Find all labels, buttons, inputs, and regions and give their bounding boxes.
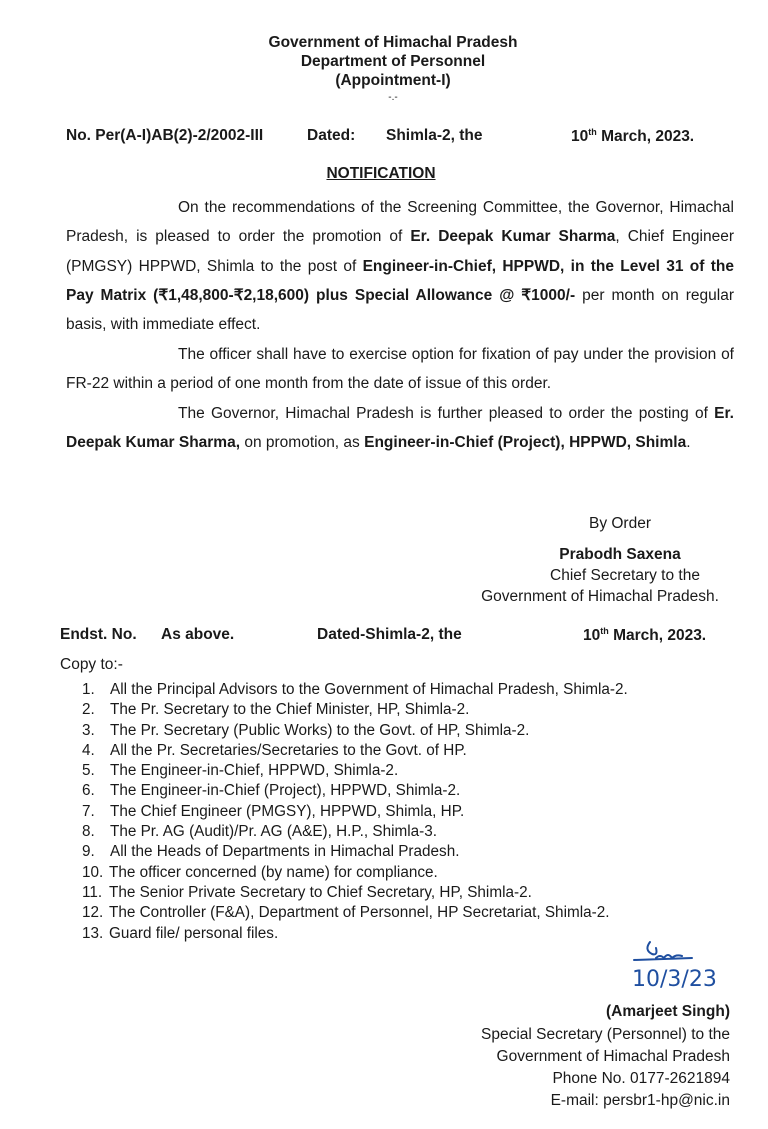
reference-day-suffix: th <box>588 127 597 137</box>
paragraph-bold-run: Er. Deepak Kumar Sharma, <box>66 405 734 452</box>
list-item <box>82 903 628 923</box>
paragraph-bold-run: Er. Deepak Kumar Sharma <box>410 228 616 246</box>
order-signatory-name: Prabodh Saxena <box>559 546 681 563</box>
copy-list <box>82 680 628 944</box>
paragraph-text-run: , Chief Engineer (PMGSY) HPPWD, Shimla to the post of <box>66 228 735 275</box>
endorsement-day: 10 <box>583 627 601 645</box>
endorsement-dated: Dated-Shimla-2, the <box>317 626 462 643</box>
list-item-number: 7. <box>82 802 95 820</box>
endorsement-email[interactable]: E-mail: persbr1-hp@nic.in <box>550 1092 730 1109</box>
paragraph-posting <box>66 399 734 458</box>
list-item <box>82 700 628 720</box>
list-item <box>82 721 628 741</box>
signature-scribble-icon <box>620 938 730 994</box>
list-item-text: The Senior Private Secretary to Chief Secretary, HP, Shimla-2. <box>109 883 532 901</box>
header-section: (Appointment-I) <box>335 72 451 89</box>
list-item <box>82 741 628 761</box>
list-item <box>82 883 628 903</box>
list-item-text: The Pr. Secretary to the Chief Minister, HP, Shimla-2. <box>110 701 470 719</box>
list-item <box>82 680 628 700</box>
paragraph-text-run: per month on regular basis, with immediate effect. <box>66 286 734 334</box>
list-item-number: 11. <box>82 883 103 901</box>
endorsement-day-suffix: th <box>600 626 609 636</box>
list-item <box>82 924 628 944</box>
reference-month-year: March, 2023. <box>601 128 695 146</box>
order-signatory-designation: Chief Secretary to the <box>550 567 700 584</box>
endorsement-phone: Phone No. 0177-2621894 <box>552 1070 730 1087</box>
endorsement-date <box>583 626 706 645</box>
reference-day: 10 <box>571 128 589 146</box>
endorsement-signatory-designation: Special Secretary (Personnel) to the <box>481 1026 730 1043</box>
endorsement-label: Endst. No. <box>60 626 137 643</box>
list-item-text: Guard file/ personal files. <box>109 924 279 942</box>
list-item-text: The Pr. Secretary (Public Works) to the Govt. of HP, Shimla-2. <box>110 721 530 739</box>
endorsement-signatory-government: Government of Himachal Pradesh <box>496 1048 730 1065</box>
endorsement-value: As above. <box>161 626 235 643</box>
list-item-number: 9. <box>82 843 95 861</box>
list-item <box>82 863 628 883</box>
list-item <box>82 842 628 862</box>
signature-date: 10/3/23 <box>632 967 717 992</box>
paragraph-bold-run: Engineer-in-Chief (Project), HPPWD, Shimla <box>364 434 687 452</box>
header-department: Department of Personnel <box>300 53 486 70</box>
list-item-text: All the Principal Advisors to the Government of Himachal Pradesh, Shimla-2. <box>110 681 628 698</box>
list-item-number: 10. <box>82 863 104 881</box>
list-item-text: The Engineer-in-Chief, HPPWD, Shimla-2. <box>110 762 399 780</box>
list-item-number: 3. <box>82 721 95 739</box>
list-item-number: 4. <box>82 741 95 759</box>
list-item-text: All the Pr. Secretaries/Secretaries to the Govt. of HP. <box>110 741 467 759</box>
paragraph-text-run: on promotion, as <box>240 434 365 452</box>
list-item <box>82 761 628 781</box>
list-item-text: The officer concerned (by name) for compliance. <box>109 863 438 881</box>
reference-dated-label: Dated: <box>307 127 356 144</box>
endorsement-month-year: March, 2023. <box>613 627 707 645</box>
reference-place: Shimla-2, the <box>386 127 483 144</box>
by-order-label: By Order <box>588 515 651 532</box>
list-item-number: 8. <box>82 823 95 841</box>
list-item-number: 2. <box>82 701 95 719</box>
paragraph-promotion <box>66 193 734 339</box>
paragraph-pay-fixation <box>66 340 734 399</box>
header-government: Government of Himachal Pradesh <box>268 34 518 51</box>
list-item <box>82 822 628 842</box>
copy-to-label: Copy to:- <box>60 656 123 673</box>
reference-number: No. Per(A-I)AB(2)-2/2002-III <box>66 127 264 144</box>
header-separator: -.- <box>388 92 398 103</box>
list-item-number: 1. <box>82 681 95 698</box>
list-item-number: 5. <box>82 762 95 780</box>
paragraph-text-run: On the recommendations of the Screening Committee, the Governor, Himachal Pradesh, is pleased to order the promotion of <box>66 199 734 246</box>
list-item <box>82 781 628 801</box>
order-signatory-government: Government of Himachal Pradesh. <box>481 588 719 605</box>
paragraph-text-run: . <box>686 434 691 452</box>
endorsement-signatory-name: (Amarjeet Singh) <box>605 1003 730 1020</box>
list-item-number: 13. <box>82 924 104 942</box>
paragraph-text-run: The officer shall have to exercise option for fixation of pay under the provision of FR-22 within a period of one month from the date of issue of this order. <box>66 346 734 393</box>
handwritten-signature <box>620 938 730 994</box>
list-item-text: All the Heads of Departments in Himachal Pradesh. <box>110 843 460 861</box>
list-item-text: The Engineer-in-Chief (Project), HPPWD, Shimla-2. <box>110 782 461 800</box>
list-item-number: 6. <box>82 782 95 800</box>
paragraph-bold-run: Engineer-in-Chief, HPPWD, in the Level 31 of the Pay Matrix (₹1,48,800-₹2,18,600) plus Special Allowance @ ₹1000/- <box>66 257 734 304</box>
notification-title: NOTIFICATION <box>326 165 436 182</box>
list-item-text: The Chief Engineer (PMGSY), HPPWD, Shimla, HP. <box>110 802 465 820</box>
list-item-number: 12. <box>82 904 104 922</box>
list-item-text: The Pr. AG (Audit)/Pr. AG (A&E), H.P., Shimla-3. <box>110 823 438 841</box>
paragraph-text-run: The Governor, Himachal Pradesh is further pleased to order the posting of <box>178 405 715 422</box>
list-item <box>82 802 628 822</box>
reference-date <box>571 127 694 146</box>
list-item-text: The Controller (F&A), Department of Personnel, HP Secretariat, Shimla-2. <box>109 904 610 922</box>
